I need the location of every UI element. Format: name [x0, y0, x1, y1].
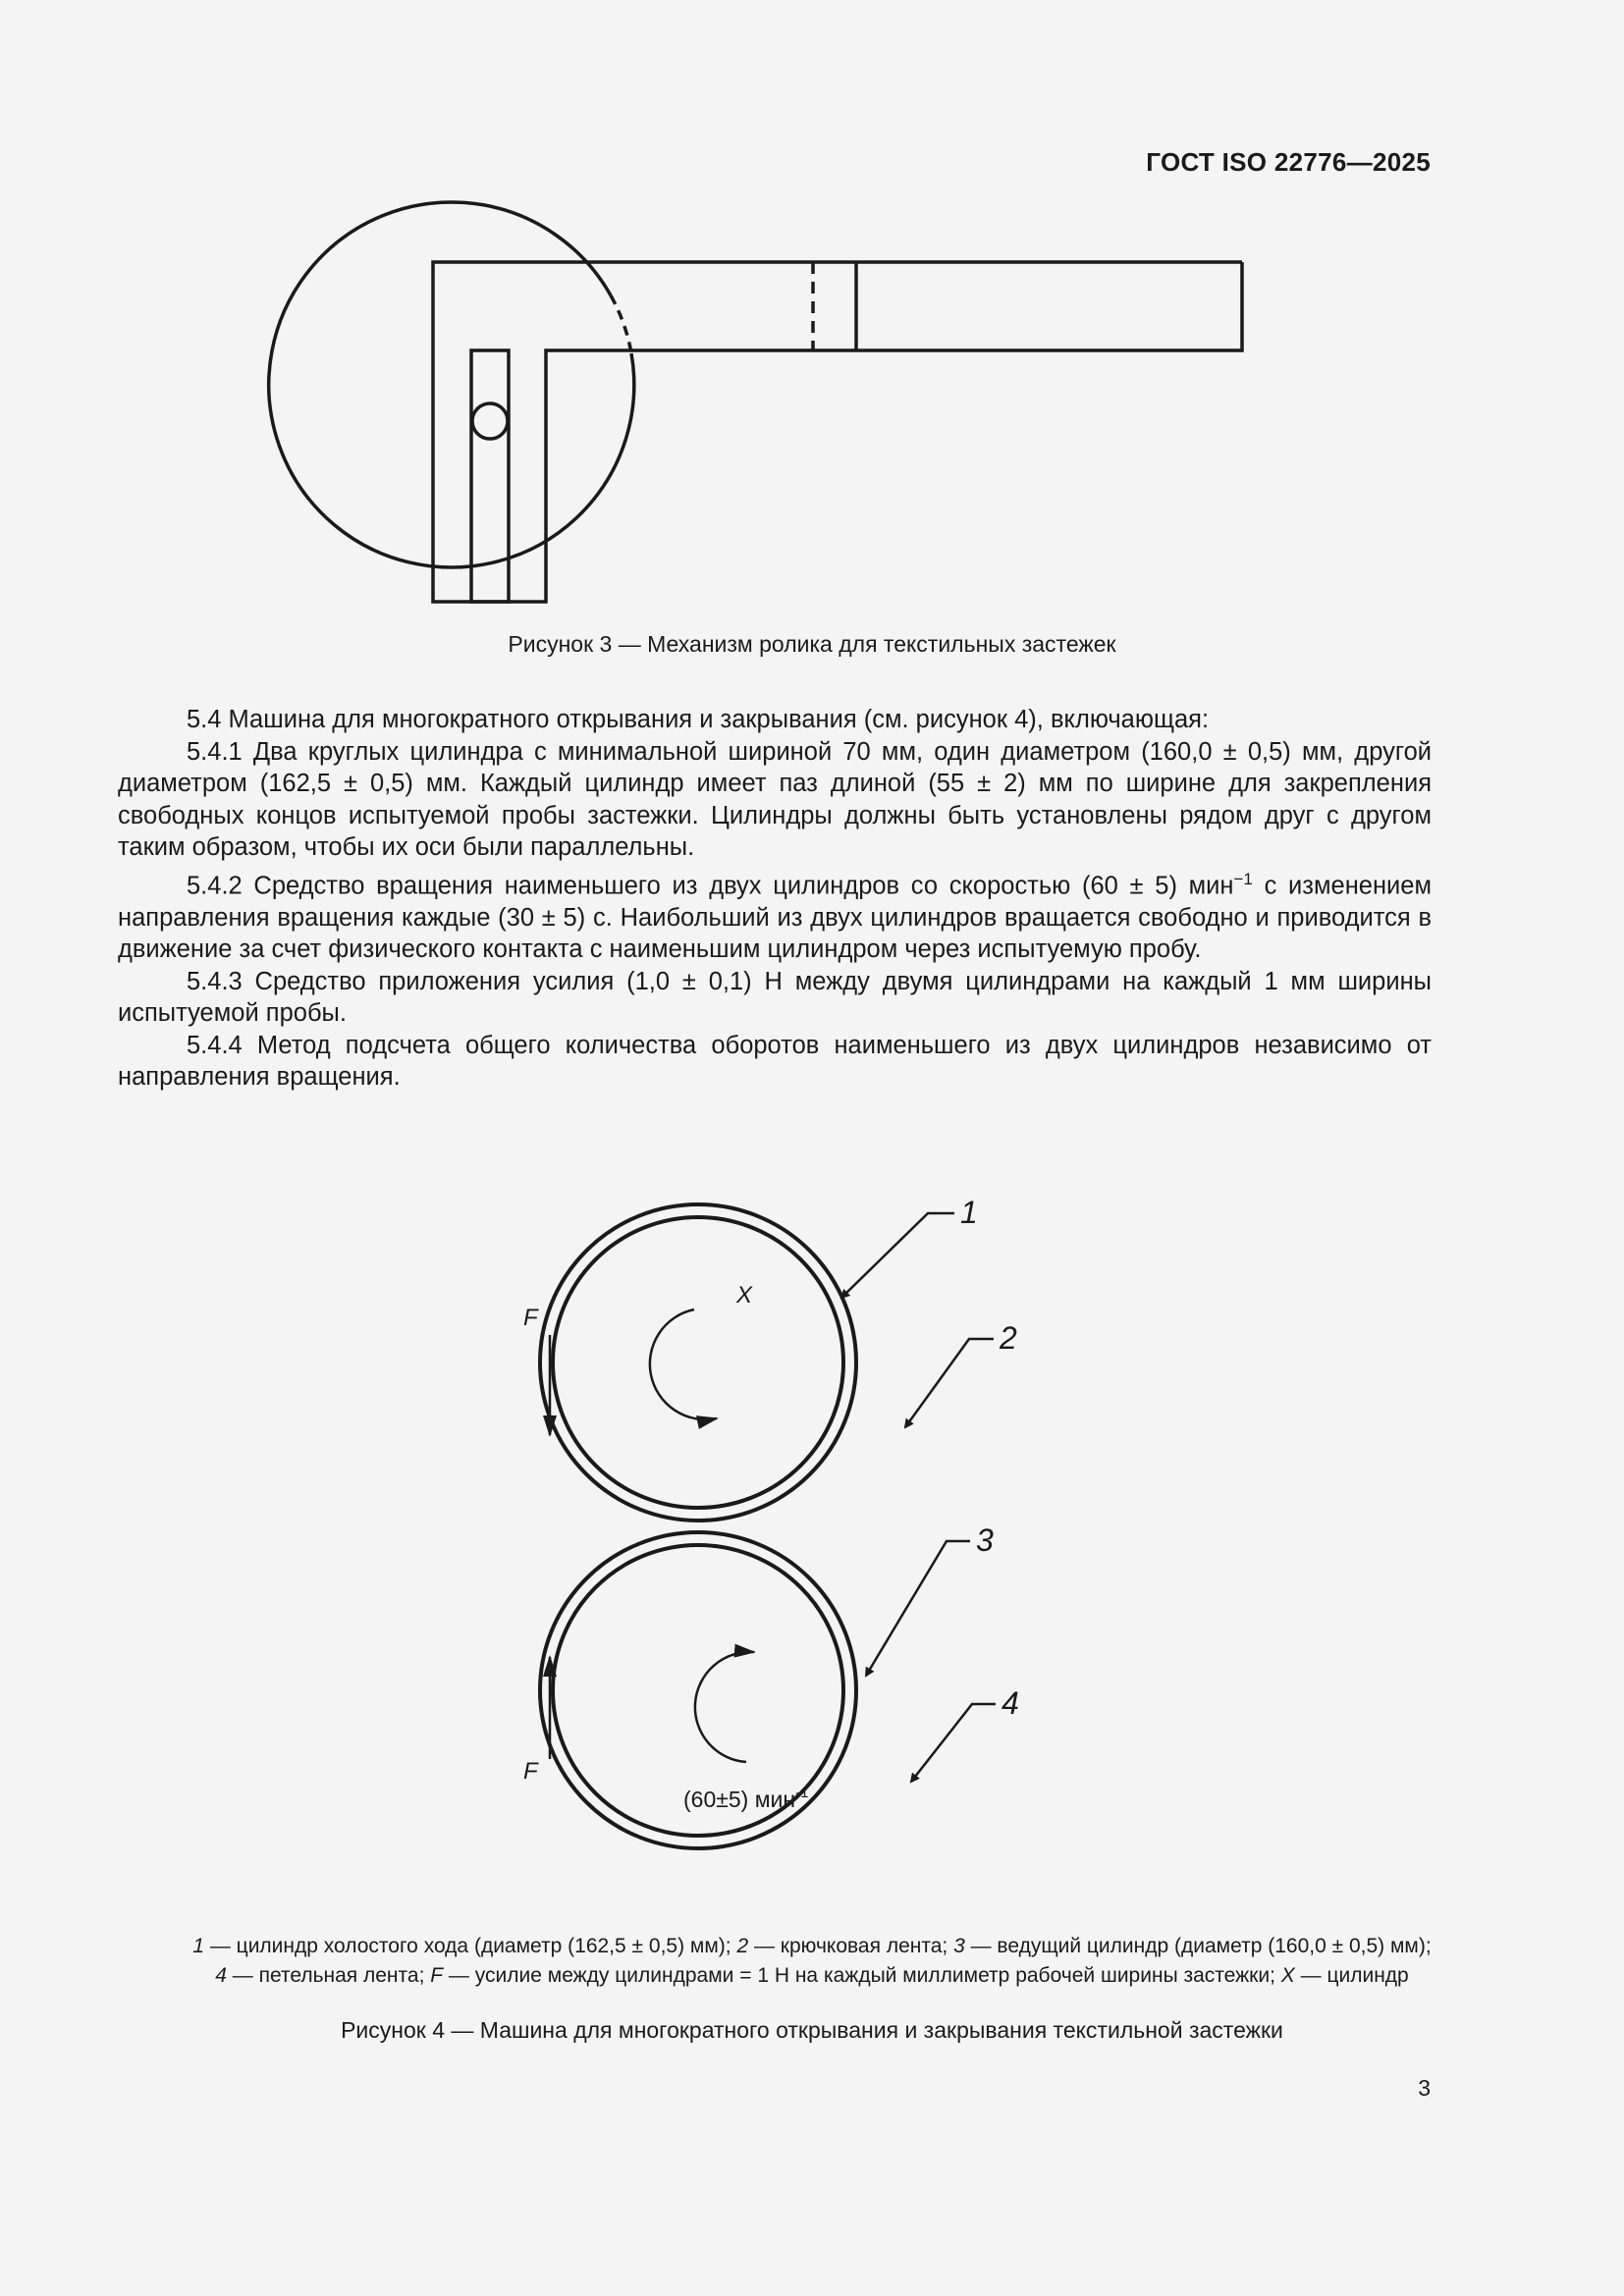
paragraph-5-4-1: 5.4.1 Два круглых цилиндра с минимальной шириной 70 мм, один диаметром (160,0 ± 0,5) мм, другой диаметром (162,5 ± 0,5) мм. Каждый цилиндр имеет паз длиной (55 ± 2) мм по ширине для закрепления свободных концов испытуемой пробы застежки. Цилиндры должны быть установлены рядом друг с другом таким образом, чтобы их оси были параллельны. — [118, 737, 1432, 861]
legend-line-1: 1 — цилиндр холостого хода (диаметр (162,5 ± 0,5) мм); 2 — крючковая лента; 3 — ведущий цилиндр (диаметр (160,0 ± 0,5) мм); — [192, 1935, 1432, 1957]
label-2: 2 — [1000, 1320, 1017, 1356]
figure-4-caption: Рисунок 4 — Машина для многократного открывания и закрывания текстильной застежки — [341, 2017, 1283, 2043]
paragraph-5-4-4: 5.4.4 Метод подсчета общего количества оборотов наименьшего из двух цилиндров независимо от направления вращения. — [118, 1031, 1432, 1091]
label-1: 1 — [960, 1195, 978, 1230]
p542-superscript: −1 — [1233, 869, 1253, 888]
label-f-bottom: F — [523, 1758, 538, 1785]
rotation-arrow-bottom — [695, 1652, 754, 1762]
document-header: ГОСТ ISO 22776—2025 — [1146, 147, 1431, 177]
label-f-top: F — [523, 1305, 538, 1331]
p542-part-b: с изменением направления вращения каждые (30 ± 5) с. Наибольший из двух цилиндров вращается свободно и приводится в движение за счет физического контакта с наименьшим цилиндром через испытуемую пробу. — [118, 872, 1432, 963]
leader-1 — [841, 1213, 954, 1298]
idle-cylinder-inner — [553, 1217, 843, 1508]
legend-line-2: 4 — петельная лента; F — усилие между цилиндрами = 1 Н на каждый миллиметр рабочей ширины застежки; X — цилиндр — [215, 1964, 1409, 1987]
rotation-arrow-top — [650, 1309, 717, 1419]
leader-3 — [866, 1541, 970, 1676]
figure-3-caption: Рисунок 3 — Механизм ролика для текстильных застежек — [508, 631, 1116, 657]
paragraph-5-4-3: 5.4.3 Средство приложения усилия (1,0 ± 0,1) Н между двумя цилиндрами на каждый 1 мм ширины испытуемой пробы. — [118, 967, 1432, 1027]
label-x: X — [736, 1282, 753, 1308]
label-4: 4 — [1001, 1685, 1019, 1721]
page-number: 3 — [1418, 2075, 1431, 2101]
paragraph-5-4: 5.4 Машина для многократного открывания и закрывания (см. рисунок 4), включающая: — [187, 706, 1210, 733]
p542-part-a: 5.4.2 Средство вращения наименьшего из двух цилиндров со скоростью (60 ± 5) мин — [187, 872, 1234, 899]
figure-4-legend — [0, 1932, 1624, 1991]
speed-label: (60±5) мин$^{-1}$ — [683, 1785, 809, 1812]
idle-cylinder-outer — [540, 1204, 856, 1521]
leader-4 — [911, 1704, 996, 1782]
leader-2 — [905, 1339, 994, 1427]
label-3: 3 — [976, 1522, 994, 1558]
